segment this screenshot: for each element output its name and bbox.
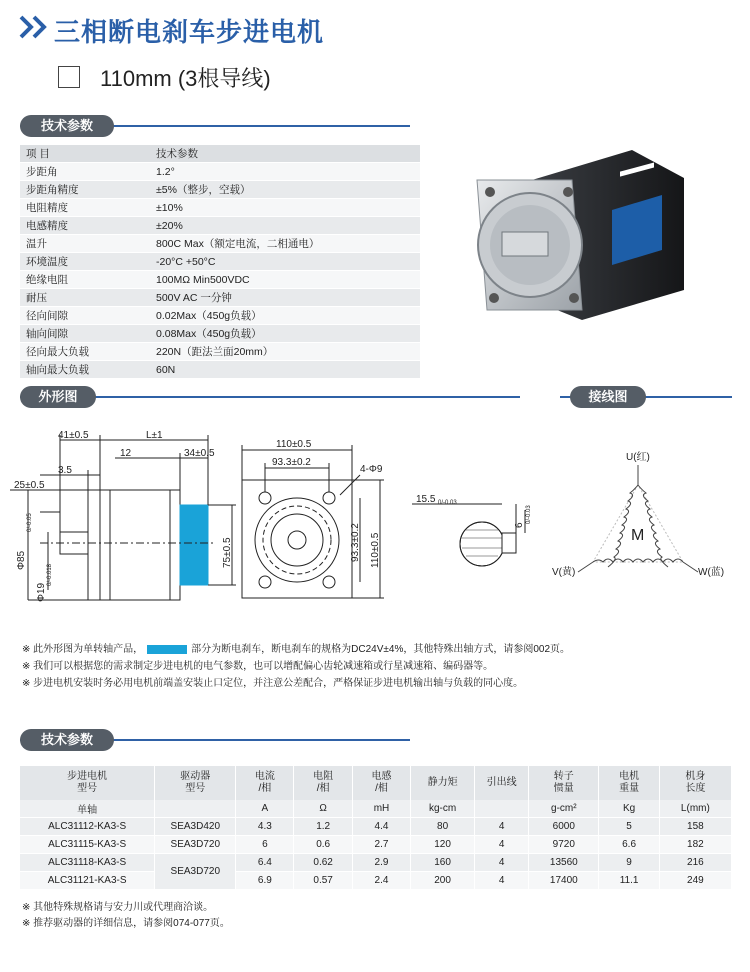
- table-cell: 9720: [529, 836, 599, 854]
- spec-value: 800C Max（额定电流，二相通电）: [150, 235, 420, 253]
- dim-110w: 110±0.5: [276, 439, 312, 450]
- dim-15-5: 15.5: [416, 494, 436, 505]
- section-tab-wiring: 接线图: [570, 386, 646, 408]
- wiring-diagram: [548, 440, 738, 590]
- dim-93w: 93.3±0.2: [272, 457, 311, 468]
- spec-value: ±5%（整步，空载）: [150, 181, 420, 199]
- dim-93h: 93.3±0.2: [350, 523, 361, 562]
- spec-value: 220N（距法兰面20mm）: [150, 343, 420, 361]
- wire-v-label: V(黄): [552, 567, 576, 578]
- spec-label: 径向间隙: [20, 307, 150, 325]
- spec-label: 径向最大负载: [20, 343, 150, 361]
- spec-label: 耐压: [20, 289, 150, 307]
- spec-row: [20, 235, 420, 253]
- table-cell: 2.9: [352, 854, 410, 872]
- motor-symbol: M: [631, 527, 645, 544]
- spec-label: 步距角: [20, 163, 150, 181]
- dim-phi19: Φ19: [36, 582, 47, 602]
- spec-row: [20, 289, 420, 307]
- column-header: 步进电机 型号: [20, 766, 155, 800]
- dim-6-tol: 0/-0.03: [526, 505, 532, 524]
- note-1: ※ 此外形图为单转轴产品， 部分为断电刹车，断电刹车的规格为DC24V±4%，其他特殊出轴方式，请参阅002页。: [22, 644, 571, 655]
- spec-table: [20, 145, 420, 379]
- spec-value: 技术参数: [150, 145, 420, 163]
- table-cell: ALC31115-KA3-S: [20, 836, 155, 854]
- spec-value: ±20%: [150, 217, 420, 235]
- spec-row: [20, 307, 420, 325]
- dim-25: 25±0.5: [14, 480, 45, 491]
- spec-row: [20, 145, 420, 163]
- table-cell: 200: [411, 872, 475, 890]
- table-cell: 6.6: [599, 836, 659, 854]
- table-cell: 6: [236, 836, 294, 854]
- column-header: 转子 惯量: [529, 766, 599, 800]
- wire-w-label: W(蓝): [698, 567, 725, 578]
- wire-u-label: U(红): [626, 452, 650, 463]
- section-tab-outline: 外形图: [20, 386, 96, 408]
- spec-row: [20, 199, 420, 217]
- table-cell: 17400: [529, 872, 599, 890]
- dim-34: 34±0.5: [184, 448, 215, 459]
- dim-phi85-tol: 0/-0.05: [27, 513, 33, 532]
- table-cell: 6.9: [236, 872, 294, 890]
- checkbox-icon: [58, 66, 80, 88]
- spec-value: 60N: [150, 361, 420, 379]
- column-header: 电感 /相: [352, 766, 410, 800]
- dim-110h: 110±0.5: [370, 532, 381, 568]
- double-chevron-icon: [18, 14, 50, 40]
- spec-label: 项 目: [20, 145, 150, 163]
- spec-row: [20, 181, 420, 199]
- table-cell: 9: [599, 854, 659, 872]
- table-cell: ALC31112-KA3-S: [20, 818, 155, 836]
- page-subtitle: 110mm (3根导线): [100, 66, 271, 91]
- table-cell: 216: [659, 854, 731, 872]
- table-cell: 80: [411, 818, 475, 836]
- unit-cell: Ω: [294, 800, 352, 818]
- table-row: [20, 854, 732, 872]
- table-cell: 249: [659, 872, 731, 890]
- unit-cell: kg-cm: [411, 800, 475, 818]
- spec-value: 100MΩ Min500VDC: [150, 271, 420, 289]
- data-table: [20, 766, 732, 890]
- section-tab-data: 技术参数: [20, 729, 114, 751]
- dim-3-5: 3.5: [58, 465, 72, 476]
- spec-label: 电感精度: [20, 217, 150, 235]
- table-cell: 0.62: [294, 854, 352, 872]
- table-cell: 0.6: [294, 836, 352, 854]
- table-cell: 4: [475, 818, 529, 836]
- table-cell: 4.4: [352, 818, 410, 836]
- unit-cell: g-cm²: [529, 800, 599, 818]
- spec-label: 绝缘电阻: [20, 271, 150, 289]
- column-header: 电阻 /相: [294, 766, 352, 800]
- dim-phi85: Φ85: [16, 550, 27, 570]
- note-2: ※ 我们可以根据您的需求制定步进电机的电气参数，也可以增配偏心齿轮减速箱或行星减速箱、编码器等。: [22, 661, 494, 672]
- table-cell: 4: [475, 854, 529, 872]
- spec-value: 1.2°: [150, 163, 420, 181]
- spec-row: [20, 343, 420, 361]
- spec-row: [20, 217, 420, 235]
- spec-label: 轴向最大负载: [20, 361, 150, 379]
- column-header: 引出线: [475, 766, 529, 800]
- table-cell: 2.7: [352, 836, 410, 854]
- column-header: 电机 重量: [599, 766, 659, 800]
- table-cell: 2.4: [352, 872, 410, 890]
- unit-cell: 单轴: [20, 800, 155, 818]
- table-cell: 182: [659, 836, 731, 854]
- table-cell: 4: [475, 836, 529, 854]
- table-cell: 6000: [529, 818, 599, 836]
- table-cell: 120: [411, 836, 475, 854]
- spec-value: 0.02Max（450g负载）: [150, 307, 420, 325]
- table-row: [20, 818, 732, 836]
- unit-cell: L(mm): [659, 800, 731, 818]
- spec-row: [20, 271, 420, 289]
- table-cell: 1.2: [294, 818, 352, 836]
- table-cell: ALC31121-KA3-S: [20, 872, 155, 890]
- dim-holes: 4-Φ9: [360, 464, 383, 475]
- column-header: 静力矩: [411, 766, 475, 800]
- column-header: 电流 /相: [236, 766, 294, 800]
- table-cell: 0.57: [294, 872, 352, 890]
- table-cell: 4: [475, 872, 529, 890]
- table-row: [20, 836, 732, 854]
- unit-cell: A: [236, 800, 294, 818]
- table-cell: 160: [411, 854, 475, 872]
- column-header: 机身 长度: [659, 766, 731, 800]
- footnote-2: ※ 推荐驱动器的详细信息，请参阅074-077页。: [22, 918, 230, 929]
- brake-color-swatch: [147, 645, 187, 654]
- spec-label: 环境温度: [20, 253, 150, 271]
- dim-12: 12: [120, 448, 132, 459]
- spec-row: [20, 325, 420, 343]
- dim-L: L±1: [146, 430, 163, 441]
- driver-cell: SEA3D720: [155, 854, 236, 890]
- spec-row: [20, 253, 420, 271]
- note-3: ※ 步进电机安装时务必用电机前端盖安装止口定位，并注意公差配合，严格保证步进电机输出轴与负载的同心度。: [22, 678, 524, 689]
- unit-cell: Kg: [599, 800, 659, 818]
- spec-row: [20, 163, 420, 181]
- spec-value: 500V AC 一分钟: [150, 289, 420, 307]
- spec-value: 0.08Max（450g负载）: [150, 325, 420, 343]
- spec-label: 电阻精度: [20, 199, 150, 217]
- footnote-1: ※ 其他特殊规格请与安力川或代理商洽谈。: [22, 902, 214, 913]
- unit-cell: mH: [352, 800, 410, 818]
- spec-value: -20°C +50°C: [150, 253, 420, 271]
- dim-6: 6: [514, 522, 525, 528]
- spec-label: 温升: [20, 235, 150, 253]
- spec-label: 轴向间隙: [20, 325, 150, 343]
- section-tab-spec: 技术参数: [20, 115, 114, 137]
- driver-cell: SEA3D720: [155, 836, 236, 854]
- spec-label: 步距角精度: [20, 181, 150, 199]
- table-cell: 6.4: [236, 854, 294, 872]
- dim-phi19-tol: 0/-0.018: [47, 563, 53, 586]
- table-row: [20, 872, 732, 890]
- dim-75: 75±0.5: [222, 537, 233, 568]
- table-cell: 158: [659, 818, 731, 836]
- column-header: 驱动器 型号: [155, 766, 236, 800]
- spec-value: ±10%: [150, 199, 420, 217]
- table-cell: ALC31118-KA3-S: [20, 854, 155, 872]
- spec-row: [20, 361, 420, 379]
- page-title: 三相断电刹车步进电机: [54, 17, 325, 47]
- dim-41: 41±0.5: [58, 430, 89, 441]
- table-cell: 13560: [529, 854, 599, 872]
- table-cell: 11.1: [599, 872, 659, 890]
- dim-15-5-tol: 0/-0.03: [438, 500, 457, 506]
- unit-cell: [475, 800, 529, 818]
- table-cell: 4.3: [236, 818, 294, 836]
- motor-photo: [462, 140, 702, 340]
- outline-drawing: [0, 420, 560, 620]
- table-cell: 5: [599, 818, 659, 836]
- unit-cell: [155, 800, 236, 818]
- driver-cell: SEA3D420: [155, 818, 236, 836]
